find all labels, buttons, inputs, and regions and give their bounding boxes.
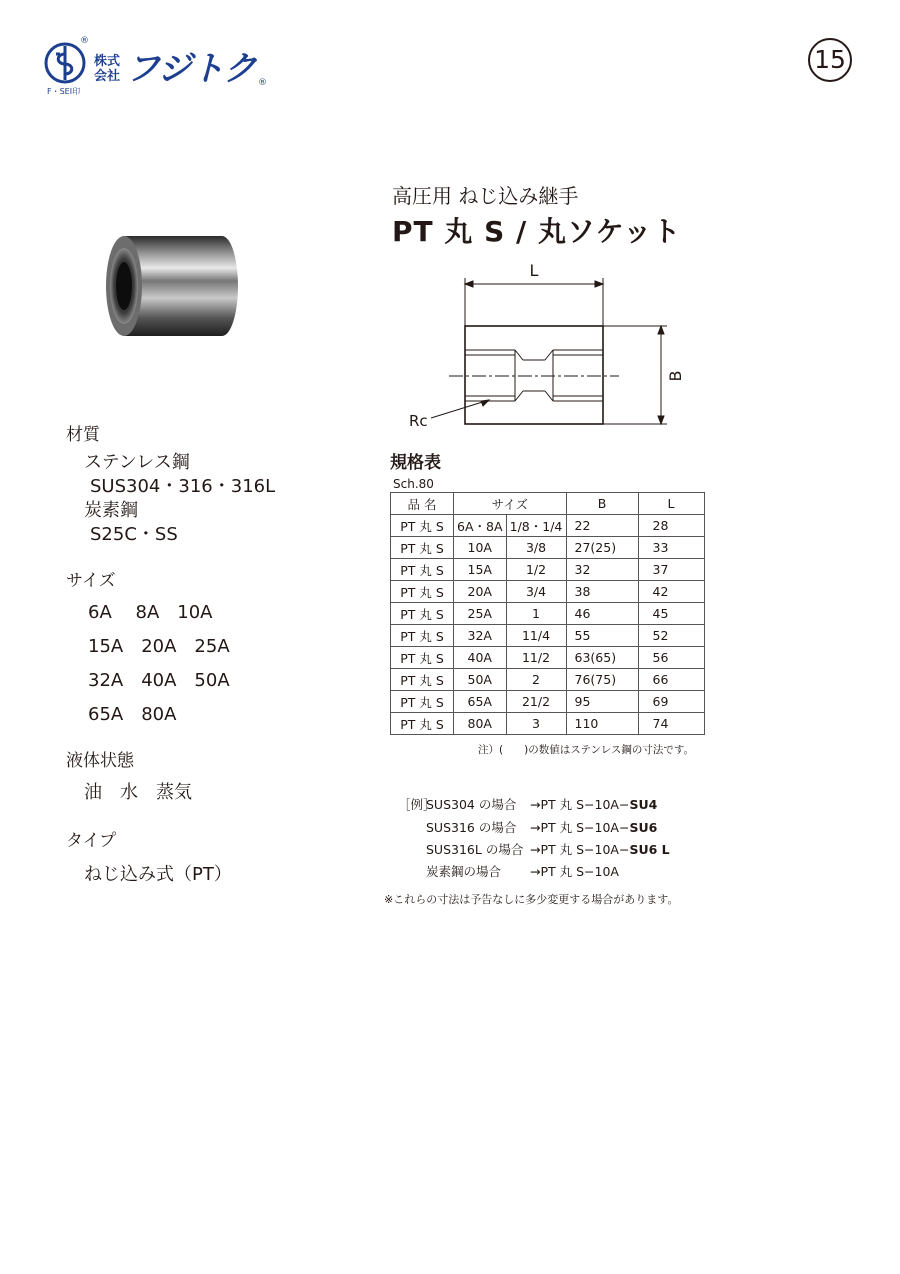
dimension-B-label: B <box>666 370 685 382</box>
footnote: ※これらの寸法は予告なしに多少変更する場合があります。 <box>384 893 679 906</box>
example-code: →PT 丸 S−10A− <box>530 797 630 812</box>
cell-B: 22 <box>566 515 638 537</box>
table-row <box>391 515 705 537</box>
cell-L: 42 <box>638 581 704 603</box>
material-carbon: 炭素鋼 <box>84 500 138 521</box>
cell-size-inch: 3/4 <box>506 581 566 603</box>
logo-company-name: フジトク <box>126 49 256 89</box>
example-code: →PT 丸 S−10A− <box>530 820 630 835</box>
cell-B: 46 <box>566 603 638 625</box>
table-row <box>391 537 705 559</box>
col-header-name: 品 名 <box>391 493 454 515</box>
size-row: 6A 8A 10A <box>88 602 213 623</box>
dimension-L-label: L <box>529 261 539 280</box>
page-number: 15 <box>808 38 852 82</box>
table-row <box>391 713 705 735</box>
size-heading: サイズ <box>66 571 116 591</box>
table-row <box>391 691 705 713</box>
cell-B: 38 <box>566 581 638 603</box>
cell-size-inch: 11/4 <box>506 625 566 647</box>
company-logo <box>44 36 274 100</box>
example-case: SUS316L の場合 <box>426 842 524 857</box>
example-suffix: SU6 L <box>629 842 670 857</box>
cell-L: 52 <box>638 625 704 647</box>
material-stainless-grades: SUS304・316・316L <box>90 476 276 497</box>
cell-B: 27(25) <box>566 537 638 559</box>
cell-size-inch: 3 <box>506 713 566 735</box>
spec-table-heading: 規格表 <box>390 453 441 473</box>
size-row: 65A 80A <box>88 704 177 725</box>
table-row <box>391 559 705 581</box>
cell-name: PT 丸 S <box>391 647 454 669</box>
example-case: 炭素鋼の場合 <box>426 864 502 879</box>
cell-B: 76(75) <box>566 669 638 691</box>
cell-L: 69 <box>638 691 704 713</box>
schedule-label: Sch.80 <box>393 477 434 491</box>
example-label: ［例］ <box>398 797 436 812</box>
cell-B: 55 <box>566 625 638 647</box>
cell-size-a: 10A <box>454 537 507 559</box>
cell-name: PT 丸 S <box>391 537 454 559</box>
logo-caption: F・SEI印 <box>47 87 81 96</box>
cell-B: 110 <box>566 713 638 735</box>
cell-name: PT 丸 S <box>391 669 454 691</box>
table-row <box>391 625 705 647</box>
cell-L: 28 <box>638 515 704 537</box>
example-row <box>530 795 657 813</box>
cell-size-a: 80A <box>454 713 507 735</box>
material-carbon-grades: S25C・SS <box>90 524 178 545</box>
dimension-diagram <box>405 256 695 436</box>
example-code: →PT 丸 S−10A <box>530 864 619 879</box>
table-row <box>391 603 705 625</box>
product-title: PT 丸 S / 丸ソケット <box>392 215 682 248</box>
cell-size-inch: 11/2 <box>506 647 566 669</box>
size-row: 15A 20A 25A <box>88 636 230 657</box>
cell-name: PT 丸 S <box>391 515 454 537</box>
cell-B: 63(65) <box>566 647 638 669</box>
cell-size-inch: 1/2 <box>506 559 566 581</box>
cell-size-inch: 2 <box>506 669 566 691</box>
cell-size-a: 25A <box>454 603 507 625</box>
table-row <box>391 669 705 691</box>
cell-size-inch: 3/8 <box>506 537 566 559</box>
cell-size-inch: 1/8・1/4 <box>506 515 566 537</box>
table-note: 注）( )の数値はステンレス鋼の寸法です。 <box>478 744 695 756</box>
logo-kabushiki: 株式会社 <box>94 54 121 84</box>
example-suffix: SU4 <box>629 797 658 812</box>
product-photo <box>100 226 244 346</box>
cell-size-a: 65A <box>454 691 507 713</box>
fluid-heading: 液体状態 <box>66 751 134 771</box>
type-value: ねじ込み式（PT） <box>84 864 232 885</box>
cell-L: 56 <box>638 647 704 669</box>
cell-size-a: 50A <box>454 669 507 691</box>
cell-size-a: 6A・8A <box>454 515 507 537</box>
cell-size-inch: 1 <box>506 603 566 625</box>
cell-name: PT 丸 S <box>391 625 454 647</box>
example-case: SUS316 の場合 <box>426 820 517 835</box>
cell-name: PT 丸 S <box>391 691 454 713</box>
col-header-B: B <box>566 493 638 515</box>
cell-size-a: 40A <box>454 647 507 669</box>
size-row: 32A 40A 50A <box>88 670 230 691</box>
cell-size-a: 32A <box>454 625 507 647</box>
cell-name: PT 丸 S <box>391 581 454 603</box>
type-heading: タイプ <box>66 831 117 851</box>
cell-L: 66 <box>638 669 704 691</box>
cell-L: 74 <box>638 713 704 735</box>
cell-L: 45 <box>638 603 704 625</box>
col-header-L: L <box>638 493 704 515</box>
fs-logo-icon <box>44 42 86 84</box>
cell-B: 32 <box>566 559 638 581</box>
example-row <box>530 840 670 858</box>
col-header-size: サイズ <box>454 493 567 515</box>
cell-name: PT 丸 S <box>391 559 454 581</box>
table-header-row <box>391 493 705 515</box>
cell-L: 37 <box>638 559 704 581</box>
material-stainless: ステンレス鋼 <box>84 452 190 473</box>
table-row <box>391 647 705 669</box>
cell-size-a: 20A <box>454 581 507 603</box>
material-heading: 材質 <box>66 425 100 445</box>
example-case: SUS304 の場合 <box>426 797 517 812</box>
thread-Rc-label: Rc <box>409 412 428 430</box>
cell-size-inch: 21/2 <box>506 691 566 713</box>
table-row <box>391 581 705 603</box>
example-row <box>530 862 619 880</box>
example-code: →PT 丸 S−10A− <box>530 842 630 857</box>
example-row <box>530 818 657 836</box>
fluid-value: 油 水 蒸気 <box>84 782 192 803</box>
cell-B: 95 <box>566 691 638 713</box>
spec-table <box>390 492 705 735</box>
cell-name: PT 丸 S <box>391 713 454 735</box>
product-subtitle: 高圧用 ねじ込み継手 <box>392 184 579 208</box>
cell-size-a: 15A <box>454 559 507 581</box>
cell-name: PT 丸 S <box>391 603 454 625</box>
registered-mark: ® <box>80 36 89 46</box>
cell-L: 33 <box>638 537 704 559</box>
example-suffix: SU6 <box>629 820 658 835</box>
registered-mark: ® <box>258 78 267 88</box>
